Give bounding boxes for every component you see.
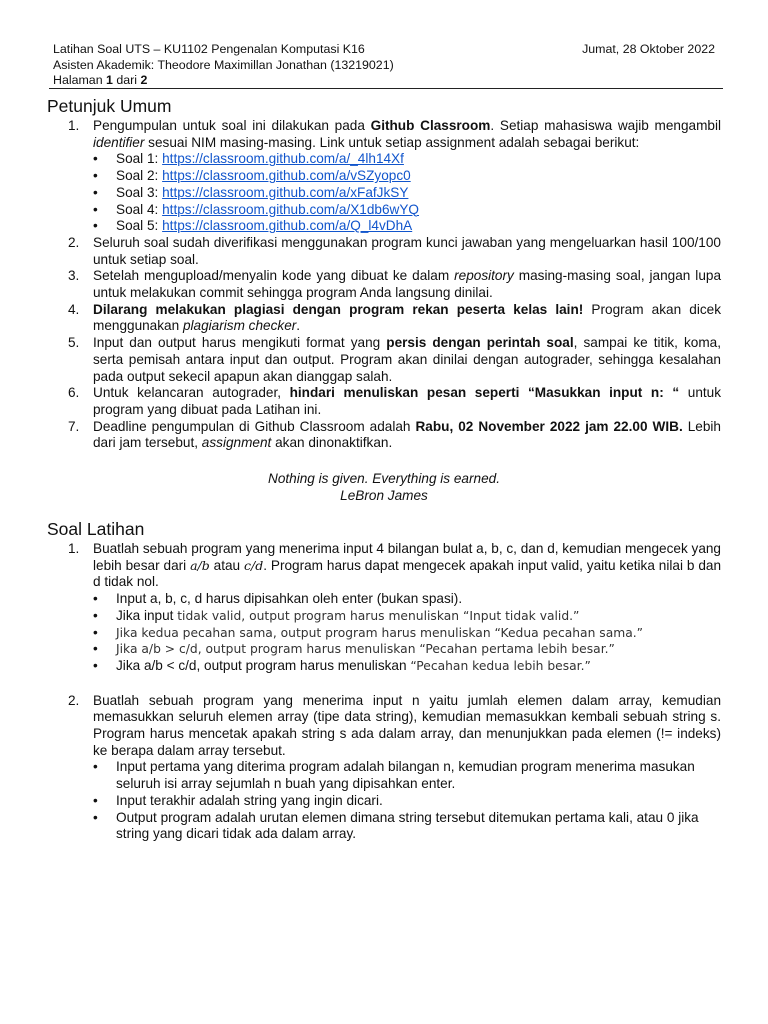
list-item: 1. Pengumpulan untuk soal ini dilakukan pada Github Classroom. Setiap mahasiswa wajib mengambil identifier sesuai NIM masing-masing. Link untuk setiap assignment adalah sebagai berikut: • Soal 1: https://classroom.github.com/a/_4lh14Xf • Soal 2: https://classroom.github.com/a/vSZyopc0 • Soal 3: https://classroom.github.com/a/xFafJkSY • Soal 4: https://classroom.github.com/a/X1db6wYQ • Soal 5: https://classroom.github.com/a/Q_l4vDhA	[47, 118, 721, 235]
header-date: Jumat, 28 Oktober 2022	[582, 42, 715, 56]
soal-2-rules	[93, 759, 721, 843]
list-item: • Input terakhir adalah string yang ingin dicari.	[93, 793, 721, 810]
quote-block	[47, 471, 721, 504]
list-item: 1. Buatlah sebuah program yang menerima input 4 bilangan bulat a, b, c, dan d, kemudian mengecek yang lebih besar dari a/b atau c/d. Program harus dapat mengecek apakah input valid, yaitu ketika nilai b dan d tidak nol. • Input a, b, c, d harus dipisahkan oleh enter (bukan spasi). • Jika input tidak valid, output program harus menuliskan “Input tidak valid.” • Jika kedua pecahan sama, output program harus menuliskan “Kedua pecahan sama.” • Jika a/b > c/d, output program harus menuliskan “Pecahan pertama lebih besar.” • Jika a/b < c/d, output program harus menuliskan “Pecahan kedua lebih besar.”	[47, 541, 721, 693]
list-item: 2. Buatlah sebuah program yang menerima input n yaitu jumlah elemen dalam array, kemudian memasukkan seluruh elemen array (tipe data string), kemudian memasukkan kembali sebuah string s. Program harus mencetak apakah string s ada dalam array, dan menunjukkan pada elemen (!= indeks) ke berapa dalam array tersebut. • Input pertama yang diterima program adalah bilangan n, kemudian program menerima masukan seluruh isi array sejumlah n buah yang dipisahkan enter. • Input terakhir adalah string yang ingin dicari. • Output program adalah urutan elemen dimana string tersebut ditemukan pertama kali, atau 0 jika string yang dicari tidak ada dalam array.	[47, 693, 721, 843]
list-item: • Input a, b, c, d harus dipisahkan oleh enter (bukan spasi).	[93, 591, 721, 608]
list-item: • Input pertama yang diterima program adalah bilangan n, kemudian program menerima masukan seluruh isi array sejumlah n buah yang dipisahkan enter.	[93, 759, 721, 792]
list-item: 3. Setelah mengupload/menyalin kode yang dibuat ke dalam repository masing-masing soal, jangan lupa untuk melakukan commit sehingga program Anda langsung dinilai.	[68, 268, 722, 301]
soal-1-rules	[93, 591, 721, 675]
list-item: 7. Deadline pengumpulan di Github Classroom adalah Rabu, 02 November 2022 jam 22.00 WIB. Lebih dari jam tersebut, assignment akan dinonaktifkan.	[68, 418, 721, 451]
list-item: • Jika a/b > c/d, output program harus menuliskan “Pecahan pertama lebih besar.”	[93, 641, 721, 658]
quote-text: Nothing is given. Everything is earned.	[268, 471, 500, 486]
petunjuk-list	[47, 118, 721, 452]
page-header	[53, 42, 723, 89]
list-item: 4. Dilarang melakukan plagiasi dengan program rekan peserta kelas lain! Program akan dicek menggunakan plagiarism checker.	[68, 301, 721, 334]
section-title-soal: Soal Latihan	[47, 519, 145, 539]
list-item: • Jika a/b < c/d, output program harus menuliskan “Pecahan kedua lebih besar.”	[93, 658, 721, 675]
list-item: • Jika kedua pecahan sama, output program harus menuliskan “Kedua pecahan sama.”	[93, 625, 721, 642]
page-number: Halaman 1 dari 2	[53, 73, 148, 87]
list-item: • Jika input tidak valid, output program harus menuliskan “Input tidak valid.”	[93, 608, 721, 625]
assignment-links	[93, 151, 721, 235]
soal-1-link[interactable]: https://classroom.github.com/a/_4lh14Xf	[162, 151, 404, 167]
soal-4-link[interactable]: https://classroom.github.com/a/X1db6wYQ	[162, 201, 420, 217]
list-item: 5. Input dan output harus mengikuti format yang persis dengan perintah soal, sampai ke titik, koma, serta pemisah antara input dan output. Program akan dinilai dengan autograder, sehingga kesalahan pada output sekecil apapun akan dianggap salah.	[68, 335, 721, 384]
section-title-petunjuk: Petunjuk Umum	[47, 96, 172, 116]
link-item: • Soal 5: https://classroom.github.com/a/Q_l4vDhA	[93, 218, 721, 235]
soal-list	[47, 541, 721, 843]
soal-5-link[interactable]: https://classroom.github.com/a/Q_l4vDhA	[162, 218, 413, 234]
quote-author: LeBron James	[340, 487, 428, 503]
list-item: • Output program adalah urutan elemen dimana string tersebut ditemukan pertama kali, atau 0 jika string yang dicari tidak ada dalam array.	[93, 810, 721, 843]
header-divider	[49, 88, 723, 89]
assistant-name: Asisten Akademik: Theodore Maximillan Jonathan (13219021)	[53, 57, 394, 72]
soal-section	[47, 541, 721, 843]
list-item: 2. Seluruh soal sudah diverifikasi menggunakan program kunci jawaban yang mengeluarkan hasil 100/100 untuk setiap soal.	[68, 234, 721, 267]
soal-2-link[interactable]: https://classroom.github.com/a/vSZyopc0	[162, 168, 411, 184]
list-item: 6. Untuk kelancaran autograder, hindari menuliskan pesan seperti “Masukkan input n: “ untuk program yang dibuat pada Latihan ini.	[68, 385, 722, 417]
course-title: Latihan Soal UTS – KU1102 Pengenalan Komputasi K16	[53, 42, 365, 56]
link-item: • Soal 2: https://classroom.github.com/a/vSZyopc0	[93, 168, 721, 185]
link-item: • Soal 4: https://classroom.github.com/a/X1db6wYQ	[93, 202, 721, 219]
link-item: • Soal 3: https://classroom.github.com/a/xFafJkSY	[93, 185, 721, 202]
soal-3-link[interactable]: https://classroom.github.com/a/xFafJkSY	[162, 184, 409, 200]
petunjuk-section	[47, 118, 721, 452]
link-item: • Soal 1: https://classroom.github.com/a/_4lh14Xf	[93, 151, 721, 168]
